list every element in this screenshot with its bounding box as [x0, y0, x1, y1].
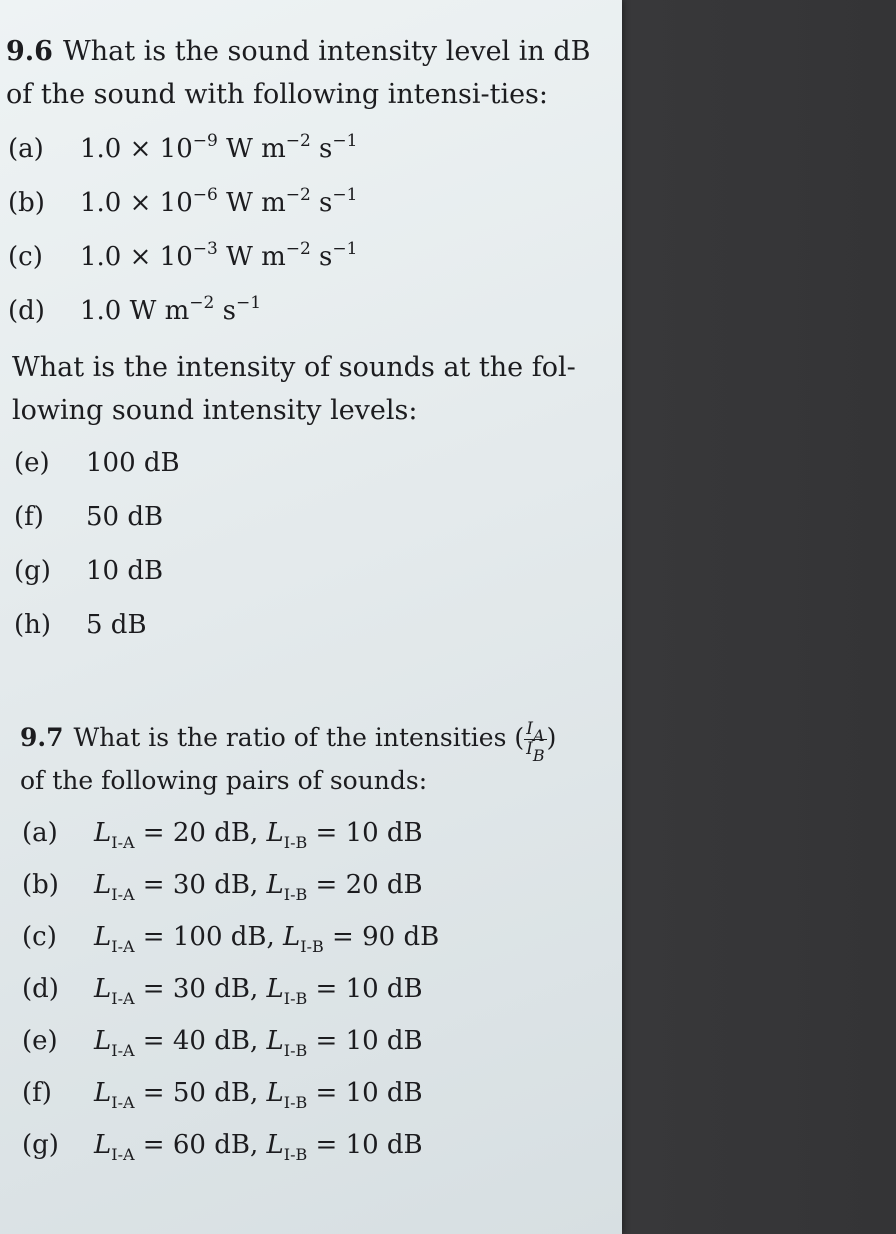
item-label: (a): [8, 134, 44, 164]
unit-exponent: −2: [189, 293, 215, 313]
list-item: [20, 858, 610, 910]
question-text: What is the sound intensity level in dB of the sound with following intensi-ties:: [6, 36, 591, 110]
item-value: 50 dB: [86, 502, 164, 532]
level-symbol: L: [94, 922, 112, 952]
item-label: (e): [22, 1026, 58, 1056]
unit-exponent: −1: [332, 239, 358, 259]
unit: s: [310, 242, 333, 272]
level-symbol: L: [94, 1026, 112, 1056]
value-a: = 40 dB,: [134, 1026, 267, 1056]
level-symbol: L: [266, 974, 284, 1004]
mantissa: 1.0: [80, 296, 122, 326]
list-item: [20, 962, 610, 1014]
level-symbol: L: [94, 870, 112, 900]
value-a: = 60 dB,: [134, 1130, 267, 1160]
unit-exponent: −1: [332, 185, 358, 205]
item-expression: [80, 230, 357, 284]
intensity-ratio-fraction: [524, 719, 546, 765]
mantissa: 1.0 × 10: [80, 134, 193, 164]
item-expression: [94, 1066, 423, 1120]
intensity-list: [6, 122, 606, 338]
question-9-7-intro: [20, 716, 610, 765]
value-b: = 10 dB: [307, 1026, 423, 1056]
unit: W m: [217, 242, 286, 272]
subscript: I-B: [283, 885, 308, 904]
level-symbol: L: [266, 1026, 284, 1056]
unit: W m: [121, 296, 190, 326]
list-item: [12, 436, 606, 490]
subscript: B: [532, 746, 545, 765]
list-item: [20, 910, 610, 962]
subscript: I-A: [111, 1093, 135, 1112]
question-9-7-intro-cont: of the following pairs of sounds:: [20, 766, 428, 795]
level-symbol: L: [266, 1130, 284, 1160]
subscript: I-B: [283, 1093, 308, 1112]
subscript: I-A: [111, 989, 135, 1008]
level-symbol: L: [266, 818, 284, 848]
subscript: I-A: [111, 1041, 135, 1060]
level-symbol: L: [94, 1130, 112, 1160]
level-symbol: L: [94, 1078, 112, 1108]
item-label: (c): [8, 242, 43, 272]
level-symbol: L: [266, 1078, 284, 1108]
subscript: I-B: [283, 1145, 308, 1164]
item-label: (a): [22, 818, 58, 848]
unit-exponent: −1: [332, 131, 358, 151]
pairs-list: [20, 806, 610, 1170]
subscript: I-B: [283, 1041, 308, 1060]
exponent: −9: [192, 131, 218, 151]
list-item: [6, 284, 606, 338]
subscript: I-A: [111, 833, 135, 852]
item-label: (g): [14, 556, 51, 586]
list-item: [6, 230, 606, 284]
item-expression: [94, 1014, 423, 1068]
unit: s: [310, 134, 333, 164]
question-number: 9.7: [20, 723, 64, 752]
item-value: 100 dB: [86, 448, 180, 478]
question-9-7: [20, 716, 610, 1170]
unit: s: [310, 188, 333, 218]
item-label: (b): [22, 870, 59, 900]
item-expression: [80, 122, 357, 176]
level-symbol: L: [283, 922, 301, 952]
item-expression: [94, 858, 423, 912]
item-value: 5 dB: [86, 610, 147, 640]
item-label: (g): [22, 1130, 59, 1160]
list-item: [20, 1066, 610, 1118]
unit-exponent: −1: [235, 293, 262, 313]
value-a: = 50 dB,: [134, 1078, 267, 1108]
list-item: [12, 598, 606, 652]
value-a: = 30 dB,: [134, 870, 267, 900]
item-expression: [94, 806, 423, 860]
value-a: = 20 dB,: [134, 818, 267, 848]
level-symbol: L: [94, 818, 112, 848]
value-b: = 10 dB: [307, 1130, 423, 1160]
item-expression: [94, 910, 439, 964]
item-label: (c): [22, 922, 57, 952]
list-item: [20, 1014, 610, 1066]
value-a: = 100 dB,: [134, 922, 284, 952]
unit: s: [214, 296, 236, 326]
value-b: = 10 dB: [307, 1078, 423, 1108]
question-text: What is the ratio of the intensities (: [73, 723, 525, 752]
item-expression: [80, 176, 357, 230]
item-label: (b): [8, 188, 45, 218]
item-label: (f): [22, 1078, 52, 1108]
item-expression: [94, 962, 423, 1016]
unit-exponent: −2: [285, 131, 311, 151]
item-label: (f): [14, 502, 44, 532]
value-b: = 20 dB: [307, 870, 423, 900]
question-number: 9.6: [6, 36, 53, 67]
item-label: (d): [8, 296, 45, 326]
question-9-6: [6, 30, 606, 652]
subscript: I-A: [111, 1145, 135, 1164]
mantissa: 1.0 × 10: [80, 242, 193, 272]
list-item: [6, 176, 606, 230]
item-label: (d): [22, 974, 59, 1004]
list-item: [6, 122, 606, 176]
item-label: (e): [14, 448, 50, 478]
list-item: [20, 806, 610, 858]
unit: W m: [217, 188, 286, 218]
item-value: 10 dB: [86, 556, 164, 586]
subscript: A: [532, 726, 545, 745]
fraction-numerator: I: [526, 719, 533, 739]
question-9-6-middle: What is the intensity of sounds at the fol-lowing sound intensity levels:: [12, 352, 576, 426]
fraction-denominator: I: [526, 739, 533, 759]
unit-exponent: −2: [285, 185, 311, 205]
question-text: ): [546, 723, 557, 752]
subscript: I-A: [111, 937, 135, 956]
item-label: (h): [14, 610, 52, 640]
value-b: = 10 dB: [307, 974, 423, 1004]
subscript: I-B: [300, 937, 324, 956]
mantissa: 1.0 × 10: [80, 188, 193, 218]
question-9-6-intro: [6, 30, 606, 116]
list-item: [12, 544, 606, 598]
list-item: [20, 1118, 610, 1170]
unit: W m: [217, 134, 286, 164]
item-expression: [80, 284, 261, 338]
exponent: −6: [192, 185, 218, 205]
subscript: I-B: [283, 989, 308, 1008]
subscript: I-B: [283, 833, 308, 852]
level-symbol: L: [266, 870, 284, 900]
level-list: [6, 436, 606, 652]
value-b: = 90 dB: [323, 922, 440, 952]
list-item: [12, 490, 606, 544]
unit-exponent: −2: [285, 239, 311, 259]
subscript: I-A: [111, 885, 135, 904]
exponent: −3: [192, 239, 218, 259]
value-a: = 30 dB,: [134, 974, 267, 1004]
value-b: = 10 dB: [307, 818, 423, 848]
item-expression: [94, 1118, 423, 1172]
level-symbol: L: [94, 974, 112, 1004]
